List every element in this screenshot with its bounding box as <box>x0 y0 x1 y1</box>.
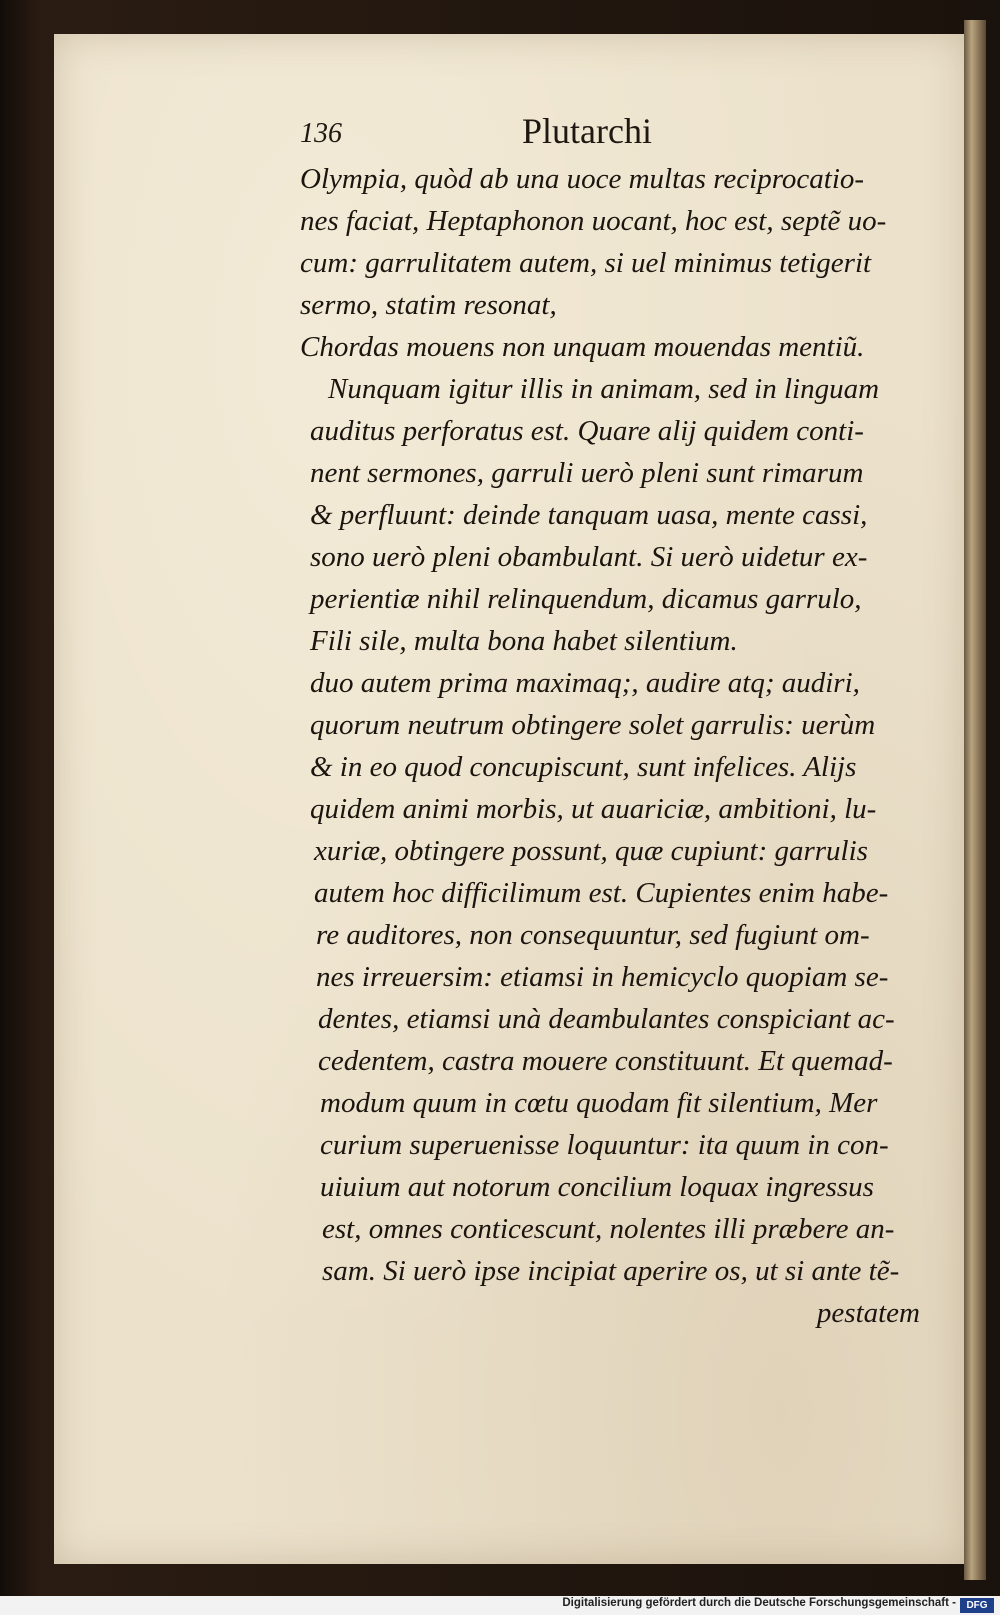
text-line: duo autem prima maximaq;, audire atq; audiri, <box>310 667 860 699</box>
text-line: quorum neutrum obtingere solet garrulis: uerùm <box>310 709 876 741</box>
text-line: nent sermones, garruli uerò pleni sunt rimarum <box>310 457 864 489</box>
catchword: pestatem <box>816 1297 920 1329</box>
funding-credit: Digitalisierung gefördert durch die Deutsche Forschungsgemeinschaft - <box>562 1597 956 1609</box>
text-line: & perfluunt: deinde tanquam uasa, mente cassi, <box>310 499 868 531</box>
page-header <box>300 110 920 160</box>
text-line: perientiæ nihil relinquendum, dicamus garrulo, <box>310 583 862 615</box>
text-line: modum quum in cœtu quodam fit silentium, Mer <box>320 1087 878 1119</box>
text-line: sono uerò pleni obambulant. Si uerò uidetur ex- <box>310 541 868 573</box>
text-line: sermo, statim resonat, <box>300 289 557 321</box>
text-line: Olympia, quòd ab una uoce multas reciprocatio- <box>300 163 865 195</box>
text-line: re auditores, non consequuntur, sed fugiunt om- <box>316 919 870 951</box>
text-line: curium superuenisse loquuntur: ita quum in con- <box>320 1129 889 1161</box>
footer-bar <box>0 1596 1000 1615</box>
text-line: Chordas mouens non unquam mouendas mentiũ. <box>300 331 865 363</box>
text-line: cedentem, castra mouere constituunt. Et quemad- <box>318 1045 893 1077</box>
text-line: sam. Si uerò ipse incipiat aperire os, ut si ante tẽ- <box>322 1255 900 1287</box>
text-line: dentes, etiamsi unà deambulantes conspiciant ac- <box>318 1003 895 1035</box>
text-line: nes faciat, Heptaphonon uocant, hoc est, septẽ uo- <box>300 205 887 237</box>
text-line: Nunquam igitur illis in animam, sed in linguam <box>328 373 880 405</box>
text-line: xuriæ, obtingere possunt, quæ cupiunt: garrulis <box>314 835 868 867</box>
dfg-logo: DFG <box>960 1598 994 1613</box>
text-line: nes irreuersim: etiamsi in hemicyclo quopiam se- <box>316 961 889 993</box>
text-line: quidem animi morbis, ut auariciæ, ambitioni, lu- <box>310 793 877 825</box>
text-line: cum: garrulitatem autem, si uel minimus tetigerit <box>300 247 872 279</box>
text-line: & in eo quod concupiscunt, sunt infelices. Alijs <box>310 751 857 783</box>
text-line: autem hoc difficilimum est. Cupientes enim habe- <box>314 877 889 909</box>
text-line: auditus perforatus est. Quare alij quidem conti- <box>310 415 864 447</box>
page-number: 136 <box>300 118 342 149</box>
text-line: est, omnes conticescunt, nolentes illi præbere an- <box>322 1213 895 1245</box>
text-line: Fili sile, multa bona habet silentium. <box>310 625 738 657</box>
running-head: Plutarchi <box>522 111 652 151</box>
text-line: uiuium aut notorum concilium loquax ingressus <box>320 1171 874 1203</box>
page-edge <box>964 20 986 1580</box>
